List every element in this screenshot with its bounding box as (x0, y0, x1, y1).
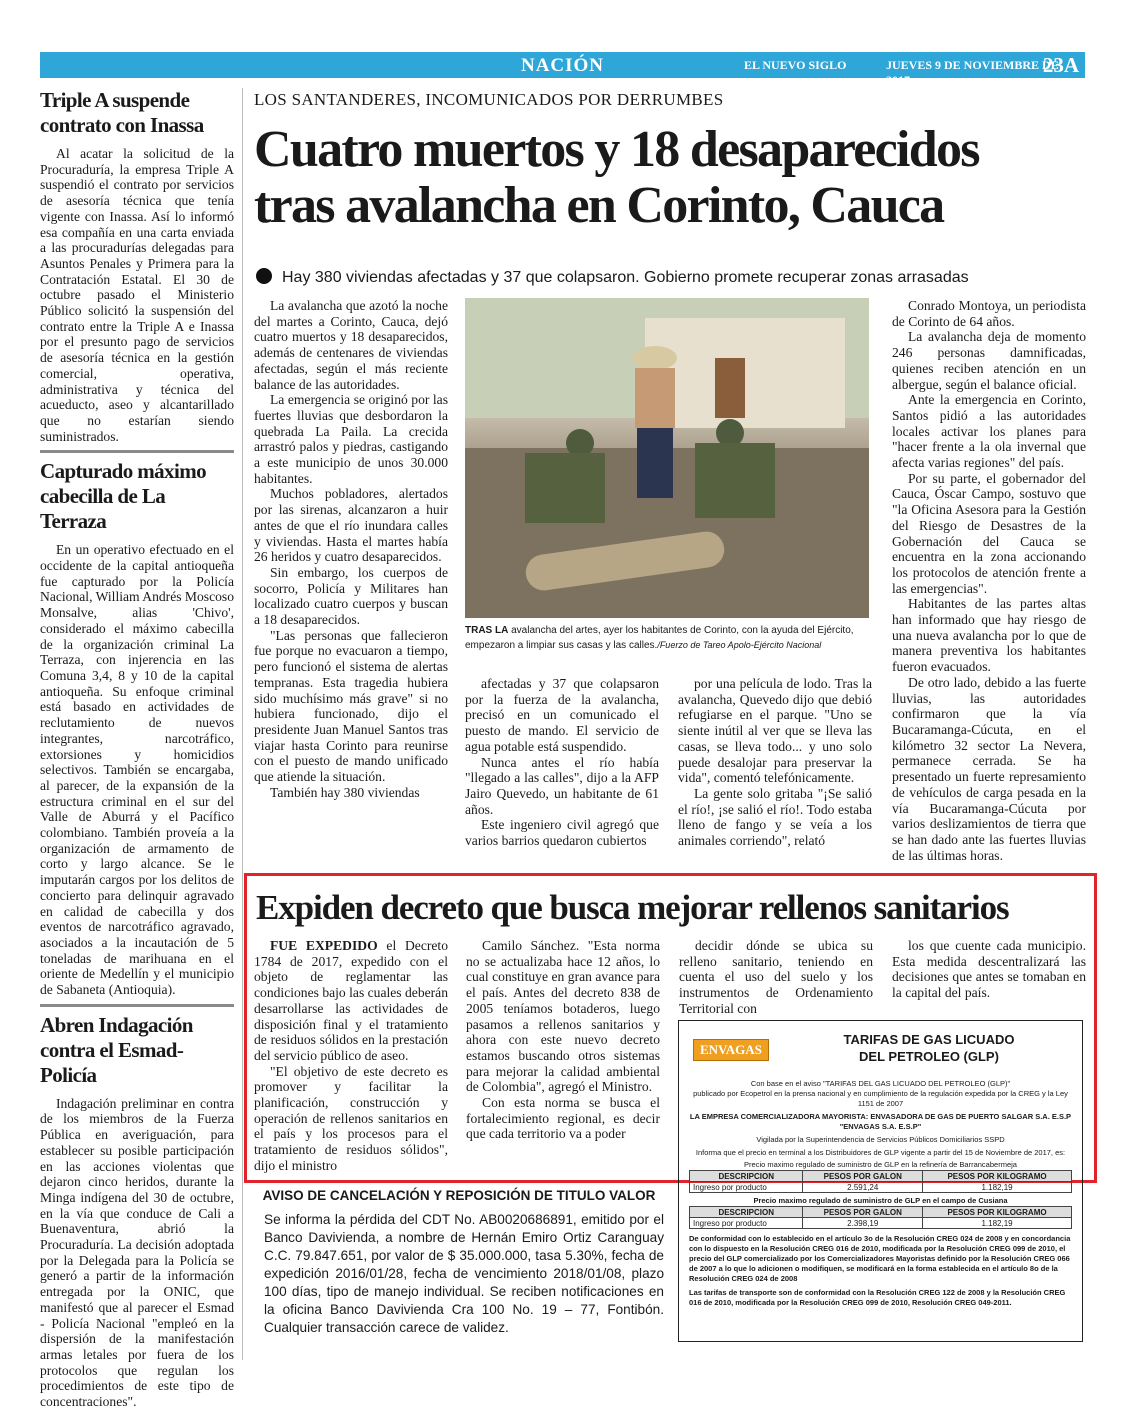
paragraph: los que cuente cada municipio. Esta medida descentralizará las decisiones que antes se tomaban en la capital del país. (892, 938, 1086, 1001)
paragraph: Nunca antes el río había "llegado a las calles", dijo a la AFP Jairo Quevedo, un habitante de 61 años. (465, 754, 659, 817)
ad-subtitle: DEL PETROLEO (GLP) (859, 1049, 999, 1064)
paragraph: "El objetivo de este decreto es promover y facilitar la planificación, construcción y operación de rellenos sanitarios en el país y los procesos para el tratamiento de residuos sólidos", dijo el ministro (254, 1063, 448, 1173)
ad-text: Vigilada por la Superintendencia de Servicios Públicos Domiciliarios SSPD (756, 1135, 1005, 1144)
decree-column-2 (466, 938, 660, 1142)
article-column-2 (465, 676, 659, 849)
article-column-1 (254, 298, 448, 801)
sidebar-story-headline: Capturado máximo cabecilla de La Terraza (40, 459, 206, 534)
ad-title: TARIFAS DE GAS LICUADO (843, 1032, 1015, 1047)
decree-lead-text: el Decreto 1784 de 2017, expedido con el objeto de reglamentar las condiciones bajo las cuales deberán desarrollarse las actividades de disposición final y el tratamiento de residuos sólidos en la prestación del servicio público de aseo. (254, 938, 449, 1063)
sidebar-story-body: En un operativo efectuado en el occidente de la capital antioqueña fue capturado por la Policía Nacional, William Andrés Moscoso Monsalve, alias 'Chivo', considerado el máximo cabecilla de la organización criminal La Terraza, con injerencia en las Comuna 3,4, 8 y 10 de la capital antioqueña. Su enfoque criminal está basado en actividades de reclutamiento de nuevos integrantes, narcotráfico, extorsiones y homicidios selectivos. También se encargaba, al parecer, de la expansión de la estructura criminal en el sur del Valle de Aburrá y el Pacífico colombiano. También proveía a la organización de armamento de corto y largo alcance. Se le imputarán cargos por los delitos de concierto para delinquir agravado en calidad de cabecilla y dos eventos de narcotráfico agravado, asociados a la incautación de 5 toneladas de marihuana en el oriente de Medellín y el municipio de Sabaneta (Antioquia). (40, 542, 235, 998)
sidebar-story-headline: Abren Indagación contra el Esmad-Policía (40, 1012, 193, 1087)
decree-column-1: FUE EXPEDIDO el Decreto 1784 de 2017, expedido con el objeto de reglamentar las condiciones bajo las cuales deberán desarrollarse las actividades de disposición final y el tratamiento de residuos sólidos en la prestación del servicio público de aseo. "El objetivo de este decreto es promover y facilitar la planificación, construcción y operación de rellenos sanitarios en el país y los procesos para el tratamiento de residuos sólidos", dijo el ministro (254, 938, 449, 1173)
paragraph: Camilo Sánchez. "Esta norma no se actualizaba hace 12 años, lo cual constituye en gran avance para el país. Antes del decreto 838 de 2005 teníamos botaderos, luego pasamos a rellenos sanitarios y ahora con este nuevo decreto estamos buscando otros sistemas para mejorar la calidad ambiental de Colombia", agregó el Ministro. (466, 938, 660, 1095)
divider (40, 450, 234, 453)
ad-text: publicado por Ecopetrol en la prensa nacional y en cumplimiento de la regulación expedida por la CREG y la Ley 1151 de 2007 (693, 1089, 1068, 1108)
decree-column-3 (679, 938, 873, 1017)
ad-footnote: Las tarifas de transporte son de conformidad con la Resolución CREG 122 de 2008 y la Resolución CREG 016 de 2010, modificada por la Resolución CREG 099 de 2010, Resolución CREG 049-2011. (689, 1288, 1066, 1307)
paragraph: La avalancha que azotó la noche del martes a Corinto, Cauca, dejó cuatro muertos y 18 desaparecidos, además de centenares de viviendas afectadas, según el más reciente balance de las autoridades. (254, 298, 448, 392)
paragraph: Este ingeniero civil agregó que varios barrios quedaron cubiertos (465, 817, 659, 849)
paragraph: La emergencia se originó por las fuertes lluvias que desbordaron la quebrada La Paila. La crecida arrastró palos y piedras, castigando a este municipio de unos 30.000 habitantes. (254, 392, 448, 486)
ad-text: LA EMPRESA COMERCIALIZADORA MAYORISTA: ENVASADORA DE GAS DE PUERTO SALGAR S.A. E.S.P "ENVAGAS S.A. E.S.P" (689, 1112, 1072, 1131)
divider (40, 1004, 234, 1007)
decree-headline: Expiden decreto que busca mejorar rellenos sanitarios (256, 888, 1009, 927)
photo-illustration (465, 298, 869, 618)
section-name: NACIÓN (520, 55, 605, 76)
paragraph: Conrado Montoya, un periodista de Corinto de 64 años. (892, 298, 1086, 329)
issue-date: JUEVES 9 DE NOVIEMBRE DE 2017 (886, 58, 1059, 87)
decree-column-4 (892, 938, 1086, 1001)
gas-tariff-ad (678, 1020, 1083, 1342)
photo-caption: TRAS LA avalancha del artes, ayer los habitantes de Corinto, con la ayuda del Ejército, empezaron a limpiar sus casas y las calles./Fuerzo de Tareo Apolo-Ejército Nacional (465, 625, 854, 651)
paragraph: De otro lado, debido a las fuerte lluvias, las autoridades confirmaron que la vía Bucaramanga-Cúcuta, en el kilómetro 32 sector La Nevera, permanece cerrada. Se ha presentado un fuerte represamiento de vehículos de carga pesada en la vía Bucaramanga-Cúcuta por varios deslizamientos de tierra que se han dado ante las fuertes lluvias de las últimas horas. (892, 674, 1086, 863)
ad-text: Informa que el precio en terminal a los Distribuidores de GLP vigente a partir del 15 de Noviembre de 2017, es: (695, 1148, 1066, 1157)
table-title: Precio maximo regulado de suministro de GLP en el campo de Cusiana (753, 1196, 1008, 1205)
paragraph: La avalancha deja de momento 246 personas damnificadas, quienes reciben atención en un albergue, según el balance oficial. (892, 329, 1086, 392)
bullet-icon (256, 268, 272, 284)
subheadline: Hay 380 viviendas afectadas y 37 que colapsaron. Gobierno promete recuperar zonas arrasadas (256, 268, 1096, 287)
ad-text: Con base en el aviso "TARIFAS DEL GAS LICUADO DEL PETROLEO (GLP)" (750, 1079, 1011, 1088)
notice-body: Se informa la pérdida del CDT No. AB0020686891, emitido por el Banco Davivienda, a nombre de Hernán Emiro Ortiz Caranguay C.C. 79.847.651, por valor de $ 35.000.000, tasa 5.30%, fecha de expedición 2016/01/28, fecha de vencimiento 2018/01/08, plazo 100 días, tipo de manejo individual. Se reciben notificaciones en la oficina Banco Davivienda Cra 100 No. 19 – 77, Fontibón. Cualquier transacción carece de validez. (264, 1212, 664, 1335)
news-photo (465, 298, 869, 618)
sidebar (40, 88, 234, 1410)
paragraph: Sin embargo, los cuerpos de socorro, Policía y Militares han localizado cuatro cuerpos y buscan a 18 desaparecidos. (254, 564, 448, 628)
main-headline: Cuatro muertos y 18 desaparecidos tras avalancha en Corinto, Cauca (254, 121, 979, 234)
sidebar-story-body: Indagación preliminar en contra de los miembros de la Fuerza Pública en averiguación, para establecer su posible participación en las acciones violentas que dejaron cinco heridos, durante la Minga indígena del 30 de octubre, en la vía que conduce de Cali a Buenaventura, abrió la Procuraduría. La decisión adoptada por la Delegada para la Policía se generó a partir de la información entregada por la ONIC, que manifestó que al parecer el Esmad - Policía Nacional "empleó en la dispersión de la manifestación armas letales por fuera de los protocolos que regulan los procedimientos de este tipo de concentraciones". (40, 1095, 234, 1410)
kicker: LOS SANTANDERES, INCOMUNICADOS POR DERRUMBES (254, 90, 724, 109)
sidebar-story-body: Al acatar la solicitud de la Procuraduría, la empresa Triple A suspendió el contrato por servicios de asesoría técnica que tenía vigente con Inassa. Así lo informó esa compañía en una carta enviada a las procuradurías delegadas para Asuntos Penales y Primera para la Contratación Estatal. El 30 de octubre pasado el Ministerio Público solicitó la suspensión del contrato entre la Triple A e Inassa por el presunto pago de servicios de asesoría técnica en la gestión comercial, operativa, administrativa y técnica del acueducto, aseo y alcantarillado que no estarían siendo suministrados. (40, 146, 234, 444)
paragraph: por una película de lodo. Tras la avalancha, Quevedo dijo que debió refugiarse en el parque. "Uno se siente inútil al ver que se lleva las casas, se lleva todo... y uno solo puede desalojar para preservar la vida", comentó telefónicamente. (678, 676, 872, 786)
paragraph: Habitantes de las partes altas han informado que hay riesgo de una nueva avalancha por lo que de manera preventiva los habitantes fueron evacuados. (892, 596, 1086, 675)
paragraph: Con esta norma se busca el fortalecimiento regional, es decir que cada territorio va a poder (466, 1095, 660, 1142)
envagas-logo: ENVAGAS (693, 1039, 769, 1061)
paragraph: decidir dónde se ubica su relleno sanitario, teniendo en cuenta el uso del suelo y los instrumentos de Ordenamiento Territorial con (679, 938, 873, 1016)
article-column-3 (678, 676, 872, 849)
section-header-bar (40, 52, 1085, 87)
newspaper-name: EL NUEVO SIGLO (744, 58, 847, 72)
ad-footnote: De conformidad con lo establecido en el artículo 3o de la Resolución CREG 024 de 2008 y en concordancia con lo dispuesto en la Resolución CREG 016 de 2010, modificada por la Resolución CREG 099 de 2010, el precio del GLP comercializado por los Comercializadores Mayoristas definido por la Resolución CREG 066 de 2007 a lo que lo adicionen o modifiquen, se modificará en la forma establecida en el artículo 8o de la Resolución CREG 024 de 2008 (689, 1234, 1071, 1283)
article-column-4 (892, 298, 1086, 863)
paragraph: Muchos pobladores, alertados por las sirenas, alcanzaron a huir antes de que el río inundara calles y viviendas. Hasta el martes había 26 heridos y cuatro desaparecidos. (254, 486, 448, 565)
cdt-notice (254, 1188, 664, 1337)
sidebar-story-headline: Triple A suspende contrato con Inassa (40, 88, 204, 137)
column-divider (242, 88, 243, 1360)
notice-title: AVISO DE CANCELACIÓN Y REPOSICIÓN DE TITULO VALOR (262, 1188, 656, 1203)
table-title: Precio maximo regulado de suministro de GLP en la refinería de Barrancabermeja (744, 1160, 1017, 1169)
page-number: 23A (1042, 53, 1079, 77)
paragraph: La gente solo gritaba "¡Se salió el río!, ¡se salió el río!. Todo estaba lleno de fango y se veía a los animales corriendo", relató (678, 785, 872, 849)
tariff-table-barrancabermeja: DESCRIPCION PESOS POR GALON PESOS POR KILOGRAMO Ingreso por producto 2.591,24 1.182,19 (689, 1170, 1072, 1193)
paragraph: Por su parte, el gobernador del Cauca, Óscar Campo, sostuvo que "la Oficina Asesora para la Gestión del Riesgo de Desastres de la Gobernación del Cauca se encuentra en la zona accionando los protocolos de atención frente a las emergencias". (892, 470, 1086, 596)
paragraph: "Las personas que fallecieron fue porque no evacuaron a tiempo, pero funcionó el sistema de alertas tempranas. Esta tragedia hubiera sido muchísimo más grave" si no hubiera funcionado, dijo el presidente Juan Manuel Santos tras viajar hasta Corinto para reunirse con el puesto de mando unificado que atiende la situación. (254, 627, 448, 785)
tariff-table-cusiana: DESCRIPCION PESOS POR GALON PESOS POR KILOGRAMO Ingreso por producto 2.398,19 1.182,19 (689, 1206, 1072, 1229)
paragraph: afectadas y 37 que colapsaron por la fuerza de la avalancha, precisó en un comunicado el puesto de mando. El servicio de agua potable está suspendido. (465, 676, 659, 754)
paragraph: Ante la emergencia en Corinto, Santos pidió a las autoridades locales activar los planes para "hacer frente a la ola invernal que afecta varias regiones" del país. (892, 392, 1086, 471)
paragraph: También hay 380 viviendas (270, 784, 420, 800)
